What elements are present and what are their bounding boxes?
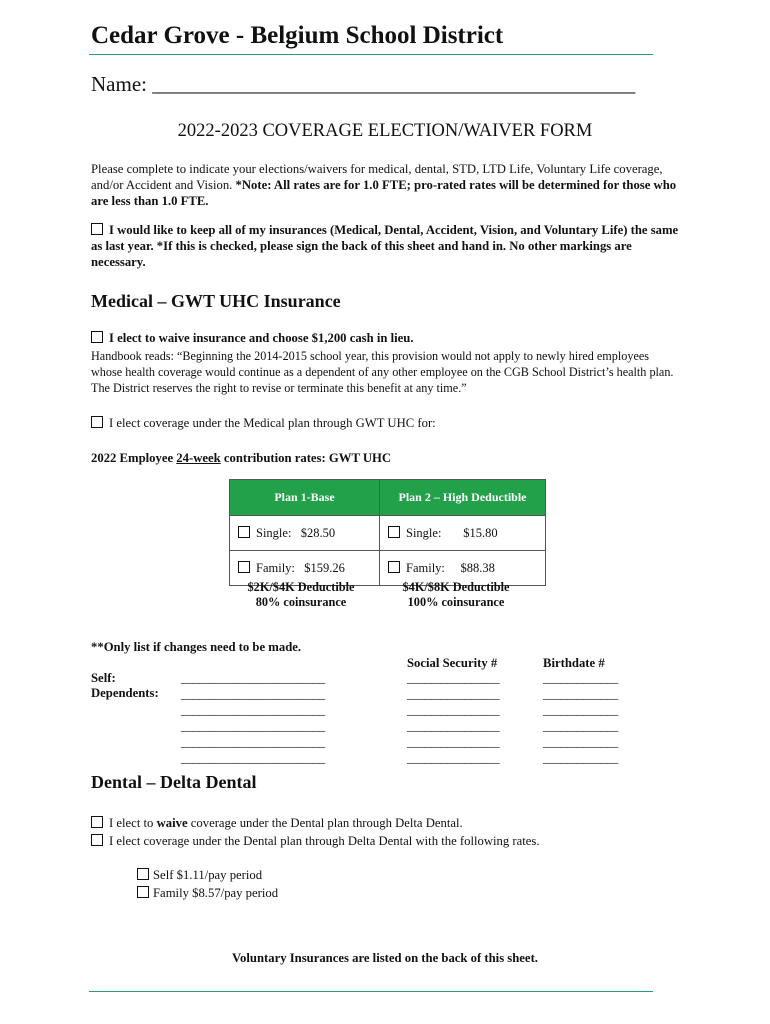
handbook-note: Handbook reads: “Beginning the 2014-2015 school year, this provision would not apply to newly hired employees whose health coverage would continue as a dependent of any other employee on the CGB School District’s health plan. The District reserves the right to revise or terminate this benefit at any time.”	[91, 349, 674, 395]
plan1-single-checkbox[interactable]	[238, 526, 250, 538]
plan1-family-checkbox[interactable]	[238, 561, 250, 573]
plan2-header: Plan 2 – High Deductible	[380, 480, 546, 516]
plan1-header: Plan 1-Base	[230, 480, 380, 516]
title-divider	[89, 54, 653, 55]
changes-note: **Only list if changes need to be made.	[91, 640, 302, 654]
medical-waive-text: I elect to waive insurance and choose $1,200 cash in lieu.	[109, 331, 414, 345]
dental-self-checkbox[interactable]	[137, 868, 149, 880]
dental-elect-option[interactable]: I elect coverage under the Dental plan through Delta Dental with the following rates.	[91, 833, 691, 849]
intro-paragraph	[91, 161, 691, 209]
dental-self-option[interactable]: Self $1.11/pay period	[137, 867, 437, 883]
form-title: 2022-2023 COVERAGE ELECTION/WAIVER FORM	[177, 121, 593, 141]
medical-heading: Medical – GWT UHC Insurance	[91, 291, 341, 311]
dental-elect-checkbox[interactable]	[91, 834, 103, 846]
keep-all-text: I would like to keep all of my insurances (Medical, Dental, Accident, Vision, and Voluntary Life) the same as last year. *If this is checked, please sign the back of this sheet and hand in. No other markings are necessary.	[91, 223, 679, 269]
footer-note: Voluntary Insurances are listed on the back of this sheet.	[232, 951, 538, 965]
medical-rates-table	[229, 479, 546, 586]
medical-waive-option[interactable]	[91, 330, 691, 346]
birthdate-blanks[interactable]: _____________ _____________ _____________ _____________ _____________ _____________	[543, 671, 618, 765]
dental-waive-option[interactable]: I elect to waive coverage under the Dental plan through Delta Dental.	[91, 815, 691, 831]
keep-all-checkbox[interactable]	[91, 223, 103, 235]
dental-heading: Dental – Delta Dental	[91, 772, 257, 792]
medical-elect-checkbox[interactable]	[91, 416, 103, 428]
dental-waive-checkbox[interactable]	[91, 816, 103, 828]
plan2-single-cell[interactable]: Single: $15.80	[380, 516, 546, 551]
name-blanks[interactable]: _________________________ _________________________ _________________________ _________________________ _________________________ _________________________	[181, 671, 325, 765]
self-label: Self:	[91, 671, 116, 685]
plan1-family-cell[interactable]: Family: $159.26	[230, 551, 380, 586]
ssn-header: Social Security #	[407, 656, 498, 670]
plan2-terms: $4K/$8K Deductible 100% coinsurance	[402, 580, 510, 609]
medical-waive-checkbox[interactable]	[91, 331, 103, 343]
dental-family-checkbox[interactable]	[137, 886, 149, 898]
plan2-family-checkbox[interactable]	[388, 561, 400, 573]
intro-note: *Note: All rates are for 1.0 FTE; pro-rated rates will be determined for those who are less than 1.0 FTE.	[91, 178, 677, 208]
intro-text: Please complete to indicate your elections/waivers for medical, dental, STD, LTD Life, Voluntary Life coverage, and/or Accident and Vision.	[91, 162, 663, 192]
medical-elect-option[interactable]	[91, 415, 691, 431]
plan1-terms: $2K/$4K Deductible 80% coinsurance	[247, 580, 355, 609]
plan2-single-checkbox[interactable]	[388, 526, 400, 538]
plan2-family-cell[interactable]: Family: $88.38	[380, 551, 546, 586]
name-field[interactable]: Name: ______________________________________________	[91, 72, 636, 96]
keep-all-option[interactable]	[91, 222, 683, 270]
ssn-blanks[interactable]: ________________ ________________ ________________ ________________ ________________ ________________	[407, 671, 499, 765]
plan1-single-cell[interactable]: Single: $28.50	[230, 516, 380, 551]
dependents-label: Dependents:	[91, 686, 159, 700]
dental-family-option[interactable]: Family $8.57/pay period	[137, 885, 437, 901]
medical-elect-text: I elect coverage under the Medical plan through GWT UHC for:	[109, 416, 436, 430]
birthdate-header: Birthdate #	[543, 656, 605, 670]
footer-divider	[89, 991, 653, 992]
page-title: Cedar Grove - Belgium School District	[91, 22, 504, 49]
rates-caption: 2022 Employee 24-week contribution rates: GWT UHC	[91, 451, 392, 465]
